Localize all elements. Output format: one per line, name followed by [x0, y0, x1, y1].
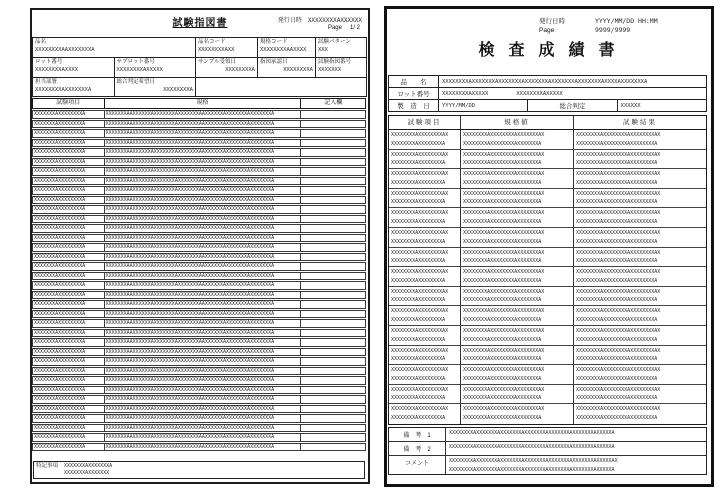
cell-test-item: XXXXXXXXAXXXXXXXXAX XXXXXXXXAXXXXXXXXA: [389, 248, 461, 267]
cell-spec: XXXXXXXAAXXXXXXAXXXXXXXAXXXXXXXAAXXXXXXAXXXXXXXAXXXXXXXA: [105, 111, 302, 118]
cell-test-item: XXXXXXXAXXXXXXXXA: [33, 168, 105, 175]
cell-test-result: XXXXXXXXAXXXXXXXXAXXXXXXXXAX XXXXXXXXAXXXXXXXXAXXXXXXXXA: [576, 347, 661, 363]
cell-entry: [301, 130, 365, 137]
cell-test-item: XXXXXXXAXXXXXXXXA: [33, 263, 105, 270]
remark-2-value: XXXXXXXXAXXXXXXXAXXXXXXXAXXXXXXXAXXXXXXXAXXXXXXXAXXXXXA: [449, 444, 615, 450]
cell-test-item: XXXXXXXAXXXXXXXXA: [33, 282, 105, 289]
issue-datetime-value: XXXXXXXXAXXXXXX: [307, 17, 362, 24]
special-notes-box: [33, 461, 365, 479]
cell-spec: XXXXXXXAAXXXXXXAXXXXXXXAXXXXXXXAAXXXXXXAXXXXXXXAXXXXXXXA: [105, 273, 302, 280]
cell-spec: XXXXXXXAAXXXXXXAXXXXXXXAXXXXXXXAAXXXXXXAXXXXXXXAXXXXXXXA: [105, 349, 302, 356]
cell-spec-value: XXXXXXXXAXXXXXXXXAXXXXXXXAX XXXXXXXXAXXXXXXXXAXXXXXXXA: [461, 150, 574, 169]
table-row: [32, 262, 366, 271]
issue-datetime-label: 発行日時: [277, 18, 302, 24]
cell-entry: [301, 140, 365, 147]
field-empty: [196, 78, 367, 97]
cell-entry: [301, 197, 365, 204]
table-row: [389, 248, 706, 268]
cell-test-item: XXXXXXXAXXXXXXXXA: [33, 330, 105, 337]
table-row: [389, 208, 706, 228]
right-table-header: [389, 116, 706, 130]
table-row: [32, 158, 366, 167]
page-value: 9999/9999: [595, 26, 631, 34]
table-row: [32, 424, 366, 433]
cell-spec-value: XXXXXXXXAXXXXXXXXAXXXXXXXAX XXXXXXXXAXXXXXXXXAXXXXXXXA: [461, 385, 574, 404]
cell-spec-value: XXXXXXXXAXXXXXXXXAXXXXXXXAX XXXXXXXXAXXXXXXXXAXXXXXXXA: [461, 287, 574, 306]
cell-spec: XXXXXXXAAXXXXXXAXXXXXXXAXXXXXXXAAXXXXXXAXXXXXXXAXXXXXXXA: [105, 159, 302, 166]
left-issue-datetime: [278, 15, 362, 24]
cell-spec-value: XXXXXXXXAXXXXXXXXAXXXXXXXAX XXXXXXXXAXXXXXXXXAXXXXXXXA: [461, 267, 574, 286]
value-lot-number: XXXXXXXXAXXXXX XXXXXXXXAXXXXX: [439, 88, 707, 100]
cell-entry: [301, 396, 365, 403]
cell-test-result: XXXXXXXXAXXXXXXXXAXXXXXXXXAX XXXXXXXXAXXXXXXXXAXXXXXXXXA: [576, 132, 661, 147]
cell-spec: XXXXXXXAAXXXXXXAXXXXXXXAXXXXXXXAAXXXXXXAXXXXXXXAXXXXXXXA: [105, 434, 302, 441]
cell-test-item: XXXXXXXAXXXXXXXXA: [33, 358, 105, 365]
cell-spec: XXXXXXXAAXXXXXXAXXXXXXXAXXXXXXXAAXXXXXXAXXXXXXXAXXXXXXXA: [105, 425, 302, 432]
table-row: [32, 234, 366, 243]
cell-test-item: XXXXXXXXAXXXXXXXXAX XXXXXXXXAXXXXXXXXA: [389, 306, 461, 325]
cell-spec: XXXXXXXAAXXXXXXAXXXXXXXAXXXXXXXAAXXXXXXAXXXXXXXAXXXXXXXA: [105, 339, 302, 346]
cell-test-item: XXXXXXXAXXXXXXXXA: [33, 130, 105, 137]
cell-spec: XXXXXXXAAXXXXXXAXXXXXXXAXXXXXXXAAXXXXXXAXXXXXXXAXXXXXXXA: [105, 311, 302, 318]
cell-entry: [301, 149, 365, 156]
cell-entry: [301, 263, 365, 270]
cell-spec: XXXXXXXAAXXXXXXAXXXXXXXAXXXXXXXAAXXXXXXAXXXXXXXAXXXXXXXA: [105, 244, 302, 251]
issue-datetime-value: YYYY/MM/DD HH:MM: [595, 17, 658, 25]
value-overall-judgement: XXXXXX: [617, 100, 706, 112]
cell-test-item: XXXXXXXAXXXXXXXXA: [33, 320, 105, 327]
cell-test-item: XXXXXXXAXXXXXXXXA: [33, 368, 105, 375]
cell-test-item: XXXXXXXXAXXXXXXXXAX XXXXXXXXAXXXXXXXXA: [389, 208, 461, 227]
table-row: [32, 433, 366, 442]
cell-entry: [301, 415, 365, 422]
issue-datetime-label: 発行日時: [539, 18, 565, 25]
col-header-entry: 記入欄: [324, 100, 343, 106]
value-mfg-date: YYYY/MM/DD: [439, 100, 528, 112]
right-issue-block: [539, 17, 658, 35]
remark-2-row: [389, 442, 706, 456]
table-row: [32, 319, 366, 328]
cell-test-result: XXXXXXXXAXXXXXXXXAXXXXXXXXAX XXXXXXXXAXXXXXXXXAXXXXXXXXA: [576, 269, 661, 284]
table-row: [389, 404, 706, 424]
cell-test-result: XXXXXXXXAXXXXXXXXAXXXXXXXXAX XXXXXXXXAXXXXXXXXAXXXXXXXXA: [576, 249, 661, 265]
table-row: [32, 329, 366, 338]
comment-label: コメント: [389, 456, 446, 474]
table-row: [32, 386, 366, 395]
cell-test-item: XXXXXXXAXXXXXXXXA: [33, 425, 105, 432]
cell-test-item: XXXXXXXAXXXXXXXXA: [33, 396, 105, 403]
cell-test-result: XXXXXXXXAXXXXXXXXAXXXXXXXXAX XXXXXXXXAXXXXXXXXAXXXXXXXXA: [576, 151, 661, 167]
cell-spec: XXXXXXXAAXXXXXXAXXXXXXXAXXXXXXXAAXXXXXXAXXXXXXXAXXXXXXXA: [105, 396, 302, 403]
field-product-name: 品名 XXXXXXXXAAXXXXXXXA: [33, 38, 196, 58]
cell-test-item: XXXXXXXAXXXXXXXXA: [33, 406, 105, 413]
cell-test-item: XXXXXXXXAXXXXXXXXAX XXXXXXXXAXXXXXXXXA: [389, 228, 461, 247]
cell-entry: [301, 301, 365, 308]
cell-spec: XXXXXXXAAXXXXXXAXXXXXXXAXXXXXXXAAXXXXXXAXXXXXXXAXXXXXXXA: [105, 301, 302, 308]
cell-entry: [301, 425, 365, 432]
cell-spec: XXXXXXXAAXXXXXXAXXXXXXXAXXXXXXXAAXXXXXXAXXXXXXXAXXXXXXXA: [105, 197, 302, 204]
col-header-test-result: 試験結果: [623, 119, 657, 126]
cell-test-item: XXXXXXXAXXXXXXXXA: [33, 244, 105, 251]
cell-spec: XXXXXXXAAXXXXXXAXXXXXXXAXXXXXXXAAXXXXXXAXXXXXXXAXXXXXXXA: [105, 130, 302, 137]
cell-test-item: XXXXXXXXAXXXXXXXXAX XXXXXXXXAXXXXXXXXA: [389, 150, 461, 169]
cell-entry: [301, 216, 365, 223]
cell-spec: XXXXXXXAAXXXXXXAXXXXXXXAXXXXXXXAAXXXXXXAXXXXXXXAXXXXXXXA: [105, 121, 302, 128]
table-row: [32, 348, 366, 357]
cell-spec: XXXXXXXAAXXXXXXAXXXXXXXAXXXXXXXAAXXXXXXAXXXXXXXAXXXXXXXA: [105, 149, 302, 156]
cell-entry: [301, 368, 365, 375]
table-row: [32, 376, 366, 385]
right-doc-title: 検 査 成 績 書: [478, 42, 620, 59]
table-row: [389, 287, 706, 307]
table-row: [32, 272, 366, 281]
table-row: [32, 253, 366, 262]
left-table-header: [32, 98, 366, 109]
table-row: [389, 267, 706, 287]
cell-entry: [301, 121, 365, 128]
cell-entry: [301, 349, 365, 356]
remarks-box: [388, 427, 707, 475]
cell-entry: [301, 282, 365, 289]
cell-test-item: XXXXXXXAXXXXXXXXA: [33, 197, 105, 204]
field-approval-date: 指図承認日 XXXXXXXXA: [258, 58, 316, 78]
cell-spec-value: XXXXXXXXAXXXXXXXXAXXXXXXXAX XXXXXXXXAXXXXXXXXAXXXXXXXA: [461, 326, 574, 345]
cell-spec: XXXXXXXAAXXXXXXAXXXXXXXAXXXXXXXAAXXXXXXAXXXXXXXAXXXXXXXA: [105, 406, 302, 413]
table-row: [32, 120, 366, 129]
cell-spec: XXXXXXXAAXXXXXXAXXXXXXXAXXXXXXXAAXXXXXXAXXXXXXXAXXXXXXXA: [105, 140, 302, 147]
table-row: [389, 189, 706, 209]
cell-test-item: XXXXXXXAXXXXXXXXA: [33, 216, 105, 223]
table-row: [32, 291, 366, 300]
cell-test-item: XXXXXXXXAXXXXXXXXAX XXXXXXXXAXXXXXXXXA: [389, 404, 461, 424]
cell-test-item: XXXXXXXXAXXXXXXXXAX XXXXXXXXAXXXXXXXXA: [389, 130, 461, 149]
table-row: [389, 326, 706, 346]
table-row: [32, 177, 366, 186]
special-notes-lines: XXXXXXXAXXXXXXXA XXXXXXXAXXXXXXX: [64, 463, 113, 476]
comment-row: [389, 456, 706, 474]
cell-entry: [301, 111, 365, 118]
cell-entry: [301, 406, 365, 413]
table-row: [389, 306, 706, 326]
left-test-table: [32, 98, 366, 451]
test-instruction-sheet: [30, 8, 370, 484]
cell-test-item: XXXXXXXAXXXXXXXXA: [33, 111, 105, 118]
cell-spec-value: XXXXXXXXAXXXXXXXXAXXXXXXXAX XXXXXXXXAXXXXXXXXAXXXXXXXA: [461, 365, 574, 384]
cell-test-result: XXXXXXXXAXXXXXXXXAXXXXXXXXAX XXXXXXXXAXXXXXXXXAXXXXXXXXA: [576, 288, 661, 304]
label-product-name: 品 名: [389, 76, 439, 88]
col-header-spec: 規格: [105, 99, 302, 108]
cell-spec: XXXXXXXAAXXXXXXAXXXXXXXAXXXXXXXAAXXXXXXAXXXXXXXAXXXXXXXA: [105, 415, 302, 422]
cell-entry: [301, 330, 365, 337]
table-row: [389, 228, 706, 248]
table-row: [389, 385, 706, 405]
table-row: [389, 169, 706, 189]
table-row: [32, 215, 366, 224]
left-doc-title: 試験指図書: [172, 18, 228, 29]
cell-entry: [301, 168, 365, 175]
cell-spec: XXXXXXXAAXXXXXXAXXXXXXXAXXXXXXXAAXXXXXXAXXXXXXXAXXXXXXXA: [105, 235, 302, 242]
inspection-certificate: [384, 6, 714, 487]
left-page-indicator: [328, 25, 360, 31]
table-row: [32, 338, 366, 347]
cell-test-result: XXXXXXXXAXXXXXXXXAXXXXXXXXAX XXXXXXXXAXXXXXXXXAXXXXXXXXA: [576, 190, 661, 206]
cell-test-item: XXXXXXXXAXXXXXXXXAX XXXXXXXXAXXXXXXXXA: [389, 287, 461, 306]
special-notes-label: 特記事項: [36, 463, 59, 469]
cell-spec-value: XXXXXXXXAXXXXXXXXAXXXXXXXAX XXXXXXXXAXXXXXXXXAXXXXXXXA: [461, 189, 574, 208]
remark-1-row: [389, 428, 706, 442]
cell-test-result: XXXXXXXXAXXXXXXXXAXXXXXXXXAX XXXXXXXXAXXXXXXXXAXXXXXXXXA: [576, 229, 661, 245]
right-result-table: [388, 115, 707, 425]
cell-test-item: XXXXXXXAXXXXXXXXA: [33, 159, 105, 166]
col-header-spec-value: 規格値: [461, 116, 574, 129]
cell-spec-value: XXXXXXXXAXXXXXXXXAXXXXXXXAX XXXXXXXXAXXXXXXXXAXXXXXXXA: [461, 130, 574, 149]
cell-test-result: XXXXXXXXAXXXXXXXXAXXXXXXXXAX XXXXXXXXAXXXXXXXXAXXXXXXXXA: [576, 406, 661, 421]
cell-test-item: XXXXXXXXAXXXXXXXXAX XXXXXXXXAXXXXXXXXA: [389, 326, 461, 345]
table-row: [32, 205, 366, 214]
table-row: [32, 281, 366, 290]
cell-entry: [301, 292, 365, 299]
field-test-pattern: 試験パターン XXX: [316, 38, 367, 58]
cell-spec: XXXXXXXAAXXXXXXAXXXXXXXAXXXXXXXAAXXXXXXAXXXXXXXAXXXXXXXA: [105, 168, 302, 175]
value-product-name: XXXXXXXXAXXXXXXXAXXXXXXXAXXXXXXXAXXXXXXXAXXXXXXXAXXXXAXXXXXXXA: [439, 76, 707, 88]
cell-test-result: XXXXXXXXAXXXXXXXXAXXXXXXXXAX XXXXXXXXAXXXXXXXXAXXXXXXXXA: [576, 171, 661, 186]
table-row: [32, 129, 366, 138]
table-row: [32, 110, 366, 119]
cell-spec-value: XXXXXXXXAXXXXXXXXAXXXXXXXAX XXXXXXXXAXXXXXXXXAXXXXXXXA: [461, 404, 574, 424]
comment-value: XXXXXXXXAXXXXXXXAXXXXXXXAXXXXXXXAXXXXXXXAXXXXXXXAXXXXXAX XXXXXXXXAXXXXXXXAXXXXXXXAXXXXXXXAXXXXXXXAXXXXXXXAXXXXXA: [449, 458, 618, 473]
right-table-body: [389, 130, 706, 424]
cell-spec: XXXXXXXAAXXXXXXAXXXXXXXAXXXXXXXAAXXXXXXAXXXXXXXAXXXXXXXA: [105, 320, 302, 327]
cell-entry: [301, 387, 365, 394]
cell-entry: [301, 178, 365, 185]
cell-spec: XXXXXXXAAXXXXXXAXXXXXXXAXXXXXXXAAXXXXXXAXXXXXXXAXXXXXXXA: [105, 206, 302, 213]
cell-entry: [301, 235, 365, 242]
cell-entry: [301, 206, 365, 213]
field-lot-number: ロット番号 XXXXXXXXAXXXX: [33, 58, 115, 78]
field-judgement-request-date: 総合判定希望日 XXXXXXXXA: [114, 78, 196, 97]
remark-1-label: 備 考 1: [389, 428, 446, 441]
cell-spec: XXXXXXXAAXXXXXXAXXXXXXXAXXXXXXXAAXXXXXXAXXXXXXXAXXXXXXXA: [105, 377, 302, 384]
cell-test-item: XXXXXXXAXXXXXXXXA: [33, 434, 105, 441]
cell-spec-value: XXXXXXXXAXXXXXXXXAXXXXXXXAX XXXXXXXXAXXXXXXXXAXXXXXXXA: [461, 346, 574, 365]
field-sample-receipt-date: サンプル受領日 XXXXXXXXA: [196, 58, 258, 78]
cell-spec-value: XXXXXXXXAXXXXXXXXAXXXXXXXAX XXXXXXXXAXXXXXXXXAXXXXXXXA: [461, 306, 574, 325]
table-row: [32, 139, 366, 148]
field-spec-code: 規格コード XXXXXXXXAAXXXX: [258, 38, 316, 58]
cell-test-item: XXXXXXXAXXXXXXXXA: [33, 140, 105, 147]
cell-entry: [301, 225, 365, 232]
cell-test-item: XXXXXXXAXXXXXXXXA: [33, 254, 105, 261]
cell-entry: [301, 244, 365, 251]
cell-test-item: XXXXXXXAXXXXXXXXA: [33, 187, 105, 194]
label-lot-number: ロット番号: [389, 88, 439, 100]
cell-test-item: XXXXXXXAXXXXXXXXA: [33, 301, 105, 308]
left-table-body: [32, 110, 366, 451]
field-sublot-number: サブロット番号 XXXXXXXXAXXXXX: [114, 58, 196, 78]
table-row: [32, 196, 366, 205]
cell-spec: XXXXXXXAAXXXXXXAXXXXXXXAXXXXXXXAAXXXXXXAXXXXXXXAXXXXXXXA: [105, 292, 302, 299]
cell-spec: XXXXXXXAAXXXXXXAXXXXXXXAXXXXXXXAAXXXXXXAXXXXXXXAXXXXXXXA: [105, 330, 302, 337]
cell-spec: XXXXXXXAAXXXXXXAXXXXXXXAXXXXXXXAAXXXXXXAXXXXXXXAXXXXXXXA: [105, 263, 302, 270]
cell-test-item: XXXXXXXAXXXXXXXXA: [33, 206, 105, 213]
label-overall-judgement: 総合判定: [528, 100, 617, 112]
field-department: 担当部署 XXXXXXXXAXXXXXXXA: [33, 78, 115, 97]
table-row: [389, 150, 706, 170]
cell-test-item: XXXXXXXAXXXXXXXXA: [33, 273, 105, 280]
table-row: [389, 130, 706, 150]
cell-entry: [301, 311, 365, 318]
col-header-test-item: 試験項目: [33, 99, 105, 108]
cell-test-result: XXXXXXXXAXXXXXXXXAXXXXXXXXAX XXXXXXXXAXXXXXXXXAXXXXXXXXA: [576, 308, 661, 323]
cell-test-result: XXXXXXXXAXXXXXXXXAXXXXXXXXAX XXXXXXXXAXXXXXXXXAXXXXXXXXA: [576, 386, 661, 402]
cell-spec: XXXXXXXAAXXXXXXAXXXXXXXAXXXXXXXAAXXXXXXAXXXXXXXAXXXXXXXA: [105, 368, 302, 375]
cell-test-item: XXXXXXXAXXXXXXXXA: [33, 339, 105, 346]
cell-entry: [301, 358, 365, 365]
cell-test-result: XXXXXXXXAXXXXXXXXAXXXXXXXXAX XXXXXXXXAXXXXXXXXAXXXXXXXXA: [576, 367, 661, 382]
cell-spec: XXXXXXXAAXXXXXXAXXXXXXXAXXXXXXXAAXXXXXXAXXXXXXXAXXXXXXXA: [105, 387, 302, 394]
cell-test-item: XXXXXXXAXXXXXXXXA: [33, 444, 105, 451]
col-header-test-item: 試験項目: [389, 116, 461, 129]
table-row: [32, 300, 366, 309]
table-row: [32, 310, 366, 319]
table-row: [389, 365, 706, 385]
page-label: Page: [539, 27, 555, 34]
table-row: [32, 224, 366, 233]
cell-entry: [301, 339, 365, 346]
table-row: [32, 443, 366, 452]
cell-entry: [301, 320, 365, 327]
cell-test-item: XXXXXXXAXXXXXXXXA: [33, 415, 105, 422]
cell-spec: XXXXXXXAAXXXXXXAXXXXXXXAXXXXXXXAAXXXXXXAXXXXXXXAXXXXXXXA: [105, 178, 302, 185]
table-row: [32, 167, 366, 176]
cell-spec: XXXXXXXAAXXXXXXAXXXXXXXAXXXXXXXAAXXXXXXAXXXXXXXAXXXXXXXA: [105, 187, 302, 194]
cell-test-item: XXXXXXXAXXXXXXXXA: [33, 292, 105, 299]
label-mfg-date: 製 造 日: [389, 100, 439, 112]
cell-test-item: XXXXXXXAXXXXXXXXA: [33, 311, 105, 318]
field-instruction-number: 試験指図番号 XXXXXXX: [316, 58, 367, 78]
table-row: [32, 367, 366, 376]
cell-test-item: XXXXXXXAXXXXXXXXA: [33, 235, 105, 242]
table-row: [32, 357, 366, 366]
page-value: 1/ 2: [349, 25, 360, 31]
cell-test-result: XXXXXXXXAXXXXXXXXAXXXXXXXXAX XXXXXXXXAXXXXXXXXAXXXXXXXXA: [576, 210, 661, 225]
table-row: [389, 346, 706, 366]
cell-entry: [301, 159, 365, 166]
cell-entry: [301, 254, 365, 261]
cell-spec-value: XXXXXXXXAXXXXXXXXAXXXXXXXAX XXXXXXXXAXXXXXXXXAXXXXXXXA: [461, 248, 574, 267]
cell-test-item: XXXXXXXAXXXXXXXXA: [33, 349, 105, 356]
table-row: [32, 148, 366, 157]
cell-spec: XXXXXXXAAXXXXXXAXXXXXXXAXXXXXXXAAXXXXXXAXXXXXXXAXXXXXXXA: [105, 358, 302, 365]
table-row: [32, 186, 366, 195]
cell-test-item: XXXXXXXAXXXXXXXXA: [33, 387, 105, 394]
cell-test-item: XXXXXXXAXXXXXXXXA: [33, 225, 105, 232]
cell-entry: [301, 273, 365, 280]
cell-test-item: XXXXXXXAXXXXXXXXA: [33, 121, 105, 128]
cell-entry: [301, 187, 365, 194]
cell-entry: [301, 377, 365, 384]
cell-spec-value: XXXXXXXXAXXXXXXXXAXXXXXXXAX XXXXXXXXAXXXXXXXXAXXXXXXXA: [461, 208, 574, 227]
right-info-grid: [388, 75, 707, 112]
cell-test-item: XXXXXXXAXXXXXXXXA: [33, 377, 105, 384]
cell-test-item: XXXXXXXAXXXXXXXXA: [33, 178, 105, 185]
table-row: [32, 243, 366, 252]
cell-spec-value: XXXXXXXXAXXXXXXXXAXXXXXXXAX XXXXXXXXAXXXXXXXXAXXXXXXXA: [461, 228, 574, 247]
left-info-grid: [32, 37, 367, 97]
field-product-code: 品名コード XXXXXXXXAXX: [196, 38, 258, 58]
cell-test-item: XXXXXXXXAXXXXXXXXAX XXXXXXXXAXXXXXXXXA: [389, 267, 461, 286]
remark-1-value: XXXXXXXXAXXXXXXXAXXXXXXXAXXXXXXXAXXXXXXXAXXXXXXXAXXXXXA: [449, 430, 615, 436]
cell-test-item: XXXXXXXXAXXXXXXXXAX XXXXXXXXAXXXXXXXXA: [389, 169, 461, 188]
cell-test-item: XXXXXXXXAXXXXXXXXAX XXXXXXXXAXXXXXXXXA: [389, 385, 461, 404]
cell-spec: XXXXXXXAAXXXXXXAXXXXXXXAXXXXXXXAAXXXXXXAXXXXXXXAXXXXXXXA: [105, 444, 302, 451]
cell-spec: XXXXXXXAAXXXXXXAXXXXXXXAXXXXXXXAAXXXXXXAXXXXXXXAXXXXXXXA: [105, 225, 302, 232]
cell-entry: [301, 444, 365, 451]
table-row: [32, 395, 366, 404]
cell-entry: [301, 434, 365, 441]
cell-test-item: XXXXXXXAXXXXXXXXA: [33, 149, 105, 156]
cell-spec-value: XXXXXXXXAXXXXXXXXAXXXXXXXAX XXXXXXXXAXXXXXXXXAXXXXXXXA: [461, 169, 574, 188]
page-label: Page: [327, 25, 342, 31]
cell-test-item: XXXXXXXXAXXXXXXXXAX XXXXXXXXAXXXXXXXXA: [389, 189, 461, 208]
remark-2-label: 備 考 2: [389, 442, 446, 455]
cell-test-item: XXXXXXXXAXXXXXXXXAX XXXXXXXXAXXXXXXXXA: [389, 346, 461, 365]
cell-spec: XXXXXXXAAXXXXXXAXXXXXXXAXXXXXXXAAXXXXXXAXXXXXXXAXXXXXXXA: [105, 282, 302, 289]
cell-test-item: XXXXXXXXAXXXXXXXXAX XXXXXXXXAXXXXXXXXA: [389, 365, 461, 384]
cell-spec: XXXXXXXAAXXXXXXAXXXXXXXAXXXXXXXAAXXXXXXAXXXXXXXAXXXXXXXA: [105, 254, 302, 261]
table-row: [32, 405, 366, 414]
cell-test-result: XXXXXXXXAXXXXXXXXAXXXXXXXXAX XXXXXXXXAXXXXXXXXAXXXXXXXXA: [576, 327, 661, 343]
cell-spec: XXXXXXXAAXXXXXXAXXXXXXXAXXXXXXXAAXXXXXXAXXXXXXXAXXXXXXXA: [105, 216, 302, 223]
table-row: [32, 414, 366, 423]
